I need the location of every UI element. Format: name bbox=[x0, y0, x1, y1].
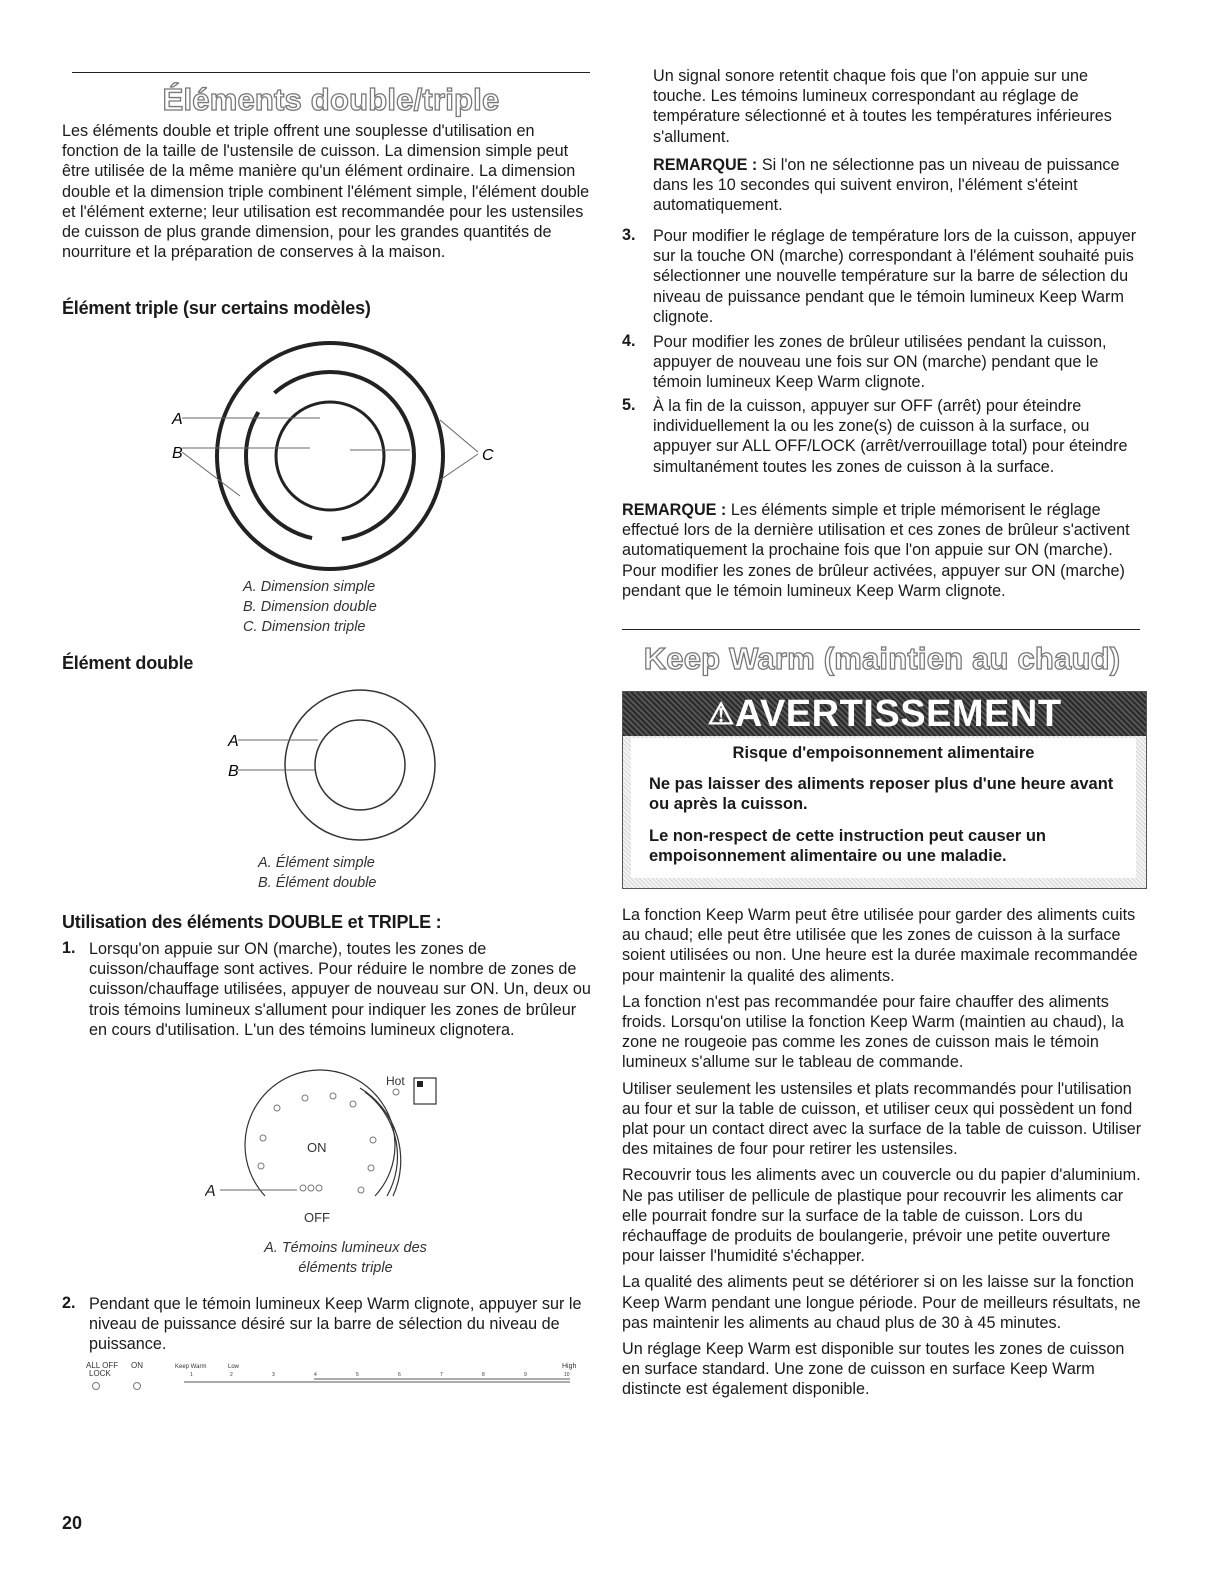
triple-element-title: Élément triple (sur certains modèles) bbox=[62, 298, 371, 318]
double-element-diagram bbox=[220, 685, 450, 850]
double-label-b: B bbox=[228, 763, 239, 780]
triple-label-b: B bbox=[172, 445, 183, 462]
slider-on-label: ON bbox=[131, 1361, 143, 1370]
note-2 bbox=[622, 500, 1142, 601]
warning-line-1: Ne pas laisser des aliments reposer plus d'une heure avant ou après la cuisson. bbox=[649, 775, 1114, 813]
section-heading-keep-warm: Keep Warm (maintien au chaud) bbox=[643, 641, 1121, 676]
knob-off-label: OFF bbox=[304, 1210, 330, 1225]
step-2-number: 2. bbox=[62, 1294, 76, 1312]
triple-element-diagram bbox=[160, 330, 500, 580]
slider-keep-warm-label: Keep Warm bbox=[175, 1364, 207, 1370]
step-2-text: Pendant que le témoin lumineux Keep Warm clignote, appuyer sur le niveau de puissance désiré sur la barre de sélection du niveau de puissance. bbox=[89, 1295, 582, 1354]
slider-high-label: High bbox=[562, 1363, 577, 1370]
knob-label-a: A bbox=[205, 1183, 216, 1200]
step-4-text: Pour modifier les zones de brûleur utilisées pendant la cuisson, appuyer de nouveau une fois sur ON (marche) pendant que le témoin lumineux Keep Warm clignote. bbox=[653, 333, 1107, 392]
slider-tick-2: 2 bbox=[230, 1372, 233, 1378]
slider-tick-5: 5 bbox=[356, 1372, 359, 1378]
warning-header-text: AVERTISSEMENT bbox=[734, 693, 1062, 735]
top-rule-right bbox=[622, 629, 1140, 630]
keep-warm-body bbox=[622, 905, 1144, 1400]
slider-lock-label: LOCK bbox=[89, 1369, 111, 1378]
triple-caption-a: A. Dimension simple bbox=[243, 579, 376, 595]
note-1 bbox=[653, 155, 1143, 216]
slider-tick-9: 9 bbox=[524, 1372, 527, 1378]
top-rule-left bbox=[72, 72, 590, 73]
step-1-text: Lorsqu'on appuie sur ON (marche), toutes les zones de cuisson/chauffage sont actives. Pour réduire le nombre de zones de cuisson/chauffage utilisées, appuyer de nouveau sur ON. Un, deux ou trois témoins lumineux s'allument pour indiquer les zones de brûleur en cours d'utilisation. L'un des témoins lumineux clignotera. bbox=[89, 940, 591, 1039]
triple-caption-b: B. Dimension double bbox=[243, 599, 377, 615]
warning-title: Risque d'empoisonnement alimentaire bbox=[732, 744, 1035, 762]
warning-content bbox=[631, 738, 1136, 878]
note-2-text: Les éléments simple et triple mémorisent le réglage effectué lors de la dernière utilisation et ces zones de brûleur s'activent automatiquement la prochaine fois que l'on appuie sur ON (marche). Pour modifier les zones de brûleur activées, appuyer sur ON (marche) pendant que le témoin lumineux Keep Warm clignote. bbox=[622, 501, 1130, 600]
body-paragraph-5: La qualité des aliments peut se détériorer si on les laisse sur la fonction Keep Warm pendant une longue période. Pour de meilleurs résultats, ne pas maintenir les aliments au chaud plus de 30 à 45 minutes. bbox=[622, 1273, 1141, 1332]
body-paragraph-1: La fonction Keep Warm peut être utilisée pour garder des aliments cuits au chaud; elle peut être utilisée que les zones de cuisson à la surface soient utilisées ou non. Une heure est la durée maximale recommandée pour maintenir la qualité des aliments. bbox=[622, 906, 1138, 985]
slider-tick-7: 7 bbox=[440, 1372, 443, 1378]
triple-label-c: C bbox=[482, 447, 494, 464]
warning-line-2: Le non-respect de cette instruction peut causer un empoisonnement alimentaire ou une maladie. bbox=[649, 827, 1046, 865]
double-caption-a: A. Élément simple bbox=[258, 855, 375, 871]
note-2-label: REMARQUE : bbox=[622, 501, 727, 519]
step-5-number: 5. bbox=[622, 396, 636, 414]
triple-label-a: A bbox=[172, 411, 183, 428]
knob-captions bbox=[258, 1238, 433, 1278]
right-intro-paragraph: Un signal sonore retentit chaque fois que l'on appuie sur une touche. Les témoins lumineux correspondant au réglage de température sélectionné et à toutes les températures inférieures s'allument. bbox=[653, 67, 1112, 146]
double-element-title: Élément double bbox=[62, 653, 194, 673]
body-paragraph-2: La fonction n'est pas recommandée pour faire chauffer des aliments froids. Lorsqu'on utilise la fonction Keep Warm (maintien au chaud), la zone ne rougeoie pas comme les zones de cuisson mais le témoin lumineux s'allume sur le tableau de commande. bbox=[622, 992, 1124, 1072]
slider-tick-3: 3 bbox=[272, 1372, 275, 1378]
knob-on-label: ON bbox=[307, 1140, 327, 1155]
triple-captions bbox=[243, 577, 377, 637]
body-paragraph-6: Un réglage Keep Warm est disponible sur toutes les zones de cuisson en surface standard. Une zone de cuisson en surface Keep Warm distincte est également disponible. bbox=[622, 1340, 1125, 1399]
intro-paragraph: Les éléments double et triple offrent une souplesse d'utilisation en fonction de la taille de l'ustensile de cuisson. La dimension simple peut être utilisée de la même manière qu'un élément ordinaire. La dimension double et la dimension triple combinent l'élément simple, l'élément double et l'élément externe; leur utilisation est recommandée pour les ustensiles de cuisson de plus grande dimension, pour les grandes quantités de nourriture et la préparation de conserves à la maison. bbox=[62, 122, 590, 262]
warning-header bbox=[623, 692, 1146, 736]
double-label-a: A bbox=[228, 733, 239, 750]
power-level-bar-diagram bbox=[80, 1358, 580, 1398]
triple-caption-c: C. Dimension triple bbox=[243, 619, 366, 635]
slider-tick-6: 6 bbox=[398, 1372, 401, 1378]
slider-tick-10: 10 bbox=[564, 1372, 570, 1378]
step-3-text: Pour modifier le réglage de température lors de la cuisson, appuyer sur la touche ON (marche) correspondant à l'élément souhaité puis sélectionner une nouvelle température sur la barre de sélection du niveau de puissance pendant que le témoin lumineux Keep Warm clignote. bbox=[653, 227, 1137, 326]
step-3-number: 3. bbox=[622, 226, 636, 244]
body-paragraph-4: Recouvrir tous les aliments avec un couvercle ou du papier d'aluminium. Ne pas utiliser de pellicule de plastique pour recouvrir les aliments car elle pourrait fondre sur la surface de la table de cuisson. Lors du réchauffage de produits de boulangerie, prévoir une petite ouverture pour laisser l'humidité s'échapper. bbox=[622, 1166, 1141, 1266]
section-heading-double-triple: Éléments double/triple bbox=[162, 82, 500, 117]
slider-low-label: Low bbox=[228, 1364, 240, 1370]
note-1-text: Si l'on ne sélectionne pas un niveau de puissance dans les 10 secondes qui suivent environ, l'élément s'éteint automatiquement. bbox=[653, 156, 1120, 215]
step-4-number: 4. bbox=[622, 332, 636, 350]
warning-triangle-icon: ⚠ bbox=[707, 698, 735, 731]
knob-diagram bbox=[205, 1068, 475, 1228]
note-1-label: REMARQUE : bbox=[653, 156, 758, 174]
page-number: 20 bbox=[62, 1513, 83, 1533]
usage-title: Utilisation des éléments DOUBLE et TRIPLE : bbox=[62, 912, 442, 932]
slider-all-off-label: ALL OFF bbox=[86, 1361, 119, 1370]
knob-hot-label: Hot bbox=[386, 1074, 405, 1088]
warning-box bbox=[622, 691, 1147, 889]
knob-caption-line-2: éléments triple bbox=[298, 1260, 393, 1276]
body-paragraph-3: Utiliser seulement les ustensiles et plats recommandés pour l'utilisation au four et sur la table de cuisson, et utiliser ceux qui possèdent un fond plat pour un contact direct avec la surface de la table de cuisson. Utiliser des mitaines de four pour retirer les ustensiles. bbox=[622, 1079, 1142, 1159]
double-captions bbox=[258, 853, 377, 893]
slider-tick-4: 4 bbox=[314, 1372, 317, 1378]
step-5-text: À la fin de la cuisson, appuyer sur OFF (arrêt) pour éteindre individuellement la ou les zone(s) de cuisson à la surface, ou appuyer sur ALL OFF/LOCK (arrêt/verrouillage total) pour éteindre simultanément toutes les zones de cuisson à la surface. bbox=[653, 397, 1128, 476]
step-1-number: 1. bbox=[62, 939, 76, 957]
slider-tick-1: 1 bbox=[190, 1372, 193, 1378]
double-caption-b: B. Élément double bbox=[258, 875, 377, 891]
slider-tick-8: 8 bbox=[482, 1372, 485, 1378]
knob-caption-line-1: A. Témoins lumineux des bbox=[264, 1240, 427, 1256]
